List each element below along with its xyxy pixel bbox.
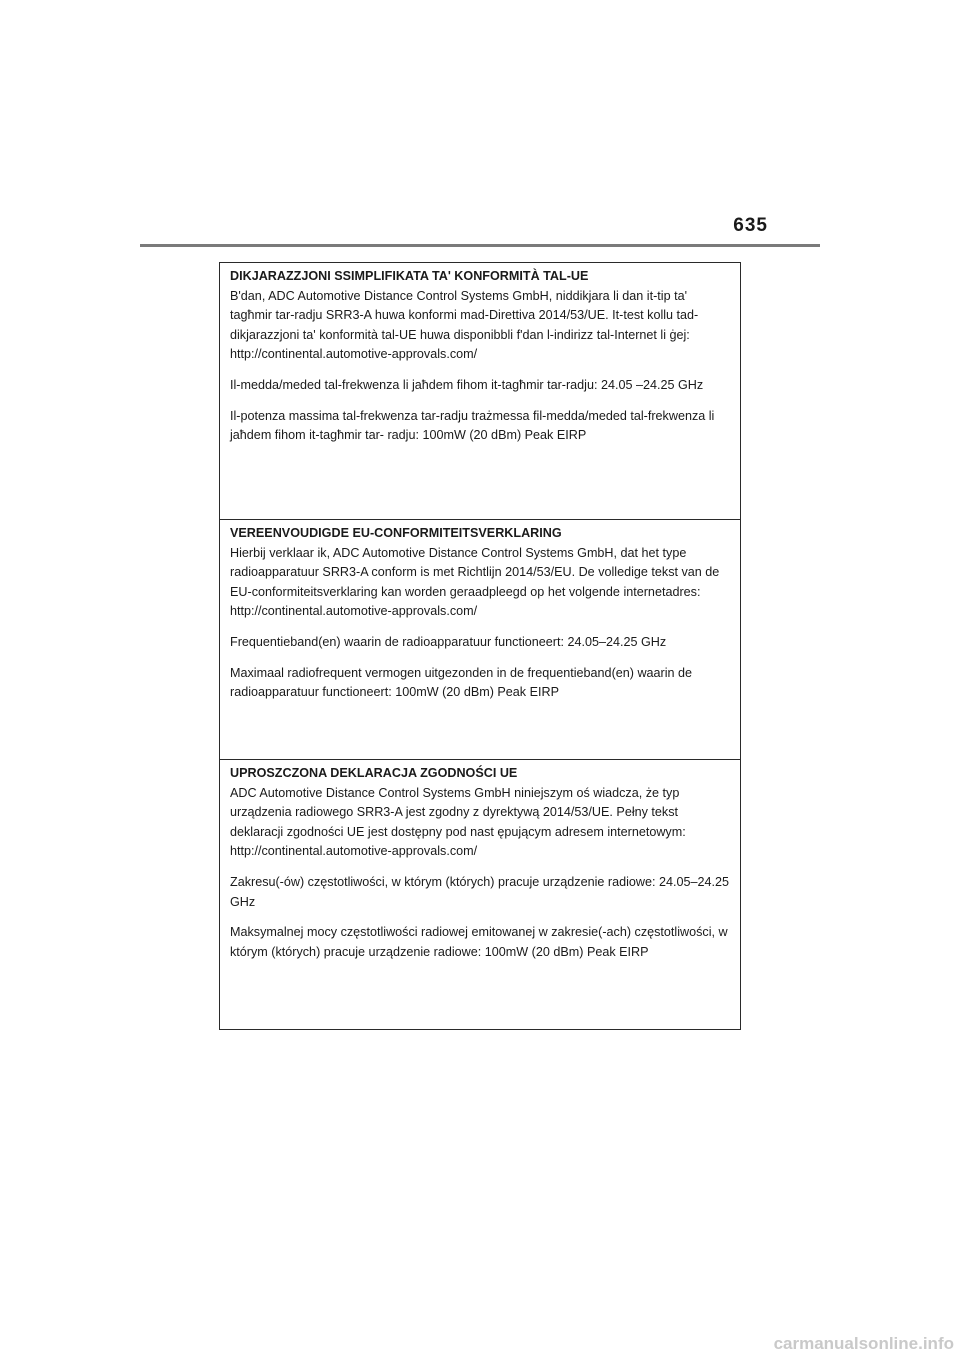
- section-title: UPROSZCZONA DEKLARACJA ZGODNOŚCI UE: [230, 766, 518, 780]
- power-text: Maksymalnej mocy częstotliwości radiowej emitowanej w zakresie(-ach) częstotliwości, w którym (których) pracuje urządzenie radiowe: 100mW (20 dBm) Peak EIRP: [230, 925, 728, 959]
- power-text: Maximaal radiofrequent vermogen uitgezonden in de frequentieband(en) waarin de radioapparatuur functioneert: 100mW (20 dBm) Peak EIRP: [230, 665, 693, 700]
- spacer: [230, 365, 730, 376]
- spacer: [230, 862, 730, 873]
- section-dutch: [220, 519, 740, 759]
- power-text: Il-potenza massima tal-frekwenza tar-radju trażmessa fil-medda/meded tal-frekwenza li jaħdem fihom it-tagħmir tar- radju: 100mW (20 dBm) Peak EIRP: [230, 408, 715, 443]
- section-maltese: [220, 263, 740, 519]
- declaration-text: B'dan, ADC Automotive Distance Control Systems GmbH, niddikjara li dan it-tip ta' tagħmir tar-radju SRR3-A huwa konformi mad-Direttiva 2014/53/UE. It-test kollu tad-dikjarazzjoni ta' konformità tal-UE huwa disponibbli f'dan l-indirizz tal-Internet li ġej:: [230, 288, 699, 342]
- declaration-url: http://continental.automotive-approvals.com/: [230, 604, 478, 619]
- section-title: DIKJARAZZJONI SSIMPLIFIKATA TA' KONFORMITÀ TAL-UE: [230, 269, 589, 283]
- frequency-text: Il-medda/meded tal-frekwenza li jaħdem fihom it-tagħmir tar-radju: 24.05 –24.25 GHz: [230, 377, 704, 392]
- declaration-box: [219, 262, 741, 1030]
- section-polish: [220, 759, 740, 1029]
- declaration-text: ADC Automotive Distance Control Systems GmbH niniejszym oś wiadcza, że typ urządzenia radiowego SRR3-A jest zgodny z dyrektywą 2014/53/UE. Pełny tekst deklaracji zgodności UE jest dostępny pod nast ępującym adresem internetowym:: [230, 785, 686, 839]
- frequency-text: Zakresu(-ów) częstotliwości, w którym (których) pracuje urządzenie radiowe: 24.05–24.25 GHz: [230, 874, 730, 909]
- declaration-text: Hierbij verklaar ik, ADC Automotive Distance Control Systems GmbH, dat het type radioapparatuur SRR3-A conform is met Richtlijn 2014/53/EU. De volledige tekst van de EU-conformiteitsverklaring kan worden geraadpleegd op het volgende internetadres:: [230, 545, 720, 599]
- page-number: 635: [733, 215, 768, 236]
- spacer: [230, 622, 730, 633]
- frequency-text: Frequentieband(en) waarin de radioapparatuur functioneert: 24.05–24.25 GHz: [230, 634, 667, 649]
- declaration-url: http://continental.automotive-approvals.com/: [230, 347, 478, 362]
- spacer: [230, 912, 730, 923]
- header-rule: [140, 244, 820, 247]
- declaration-url: http://continental.automotive-approvals.com/: [230, 844, 478, 859]
- spacer: [230, 653, 730, 664]
- footer-site-watermark: carmanualsonline.info: [773, 1334, 954, 1353]
- spacer: [230, 396, 730, 407]
- section-title: VEREENVOUDIGDE EU-CONFORMITEITSVERKLARING: [230, 526, 562, 540]
